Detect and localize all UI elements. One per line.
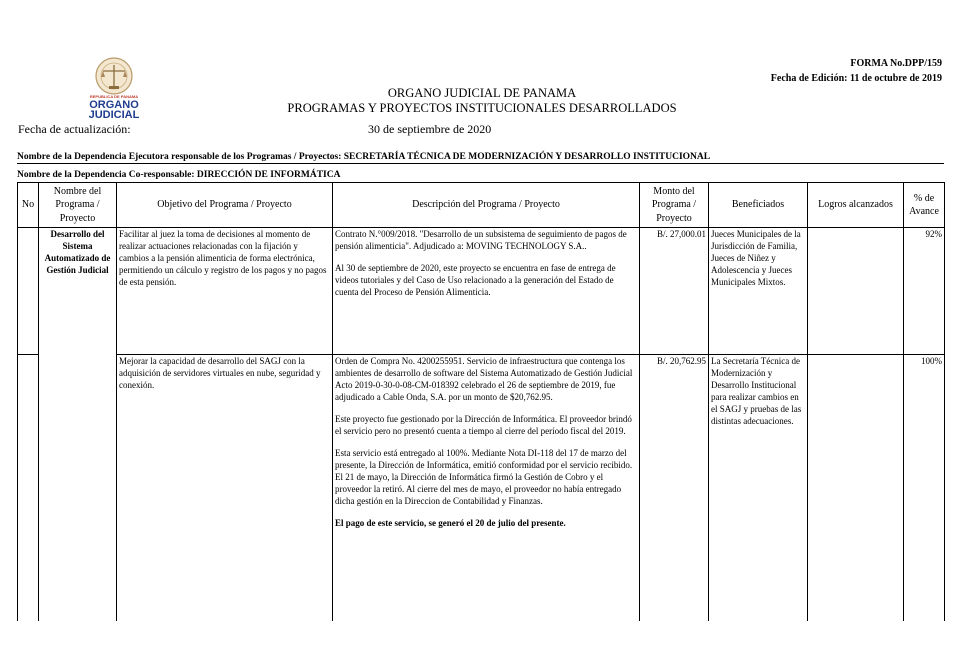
description-paragraph: Este proyecto fue gestionado por la Dirección de Informática. El proveedor brindó el servicio pero no presentó cuenta a tiempo al cierre del período fiscal del 2019. — [335, 413, 632, 436]
description-paragraph: Orden de Compra No. 4200255951. Servicio de infraestructura que contenga los ambientes de desarrollo de software del Sistema Automatizado de Gestión Judicial Acto 2019-0-30-0-08-CM-018392 celebrado el 26 de septiembre de 2019, fue adjudicado a Cable Onda, S.A. por un monto de $20,762.95. — [335, 356, 633, 402]
cell-amount: B/. 27,000.01 — [640, 228, 709, 355]
table-row — [18, 228, 945, 355]
page-subtitle: PROGRAMAS Y PROYECTOS INSTITUCIONALES DESARROLLADOS — [287, 101, 677, 115]
header-nombre: Nombre del Programa / Proyecto — [39, 183, 117, 228]
header-no: No — [18, 183, 39, 228]
update-date-label: Fecha de actualización: — [18, 122, 131, 136]
header-beneficiados: Beneficiados — [709, 183, 808, 228]
description-paragraph: Al 30 de septiembre de 2020, este proyecto se encuentra en fase de entrega de videos tutoriales y del Caso de Uso relacionado a la generación del Estado de cuenta del Proceso de Pensión Alimenticia. — [335, 262, 616, 297]
cell-no — [18, 228, 39, 355]
header-monto: Monto del Programa / Proyecto — [640, 183, 709, 228]
cell-description — [333, 228, 640, 355]
cell-beneficiaries: La Secretaría Técnica de Modernización y Desarrollo Institucional para realizar cambios en el SAGJ y pruebas de las distintas adecuaciones. — [709, 355, 808, 621]
edition-date: Fecha de Edición: 11 de octubre de 2019 — [770, 73, 942, 84]
form-number: FORMA No.DPP/159 — [850, 58, 942, 69]
cell-progress: 92% — [904, 228, 945, 355]
cell-achievements — [808, 228, 904, 355]
cell-program-name: Desarrollo del Sistema Automatizado de Gestión Judicial — [39, 228, 117, 355]
header-objetivo: Objetivo del Programa / Proyecto — [117, 183, 333, 228]
co-responsible-dependency: Nombre de la Dependencia Co-responsable: DIRECCIÓN DE INFORMÁTICA — [17, 170, 341, 180]
header-logros: Logros alcanzados — [808, 183, 904, 228]
cell-objective: Mejorar la capacidad de desarrollo del SAGJ con la adquisición de servidores virtuales en nube, seguridad y conexión. — [117, 355, 333, 621]
description-paragraph: Esta servicio está entregado al 100%. Mediante Nota DI-118 del 17 de marzo del presente, la Dirección de Informática, emitió conformidad por el servicio recibido. El 21 de mayo, la Dirección de Informática firmó la Gestión de Cobro y el proveedor la retiró. Al cierre del mes de mayo, el proveedor no había entregado dicha gestión en la Direccion de Contabilidad y Finanzas. — [335, 447, 633, 506]
cell-progress: 100% — [904, 355, 945, 621]
svg-text:JUDICIAL: JUDICIAL — [88, 109, 140, 120]
page-title: ORGANO JUDICIAL DE PANAMA — [387, 86, 577, 100]
cell-objective: Facilitar al juez la toma de decisiones al momento de realizar actuaciones relacionadas con la fijación y cambios a la pensión alimenticia de forma electrónica, permitiendo un cálculo y registro de los pagos y no pagos de esta pensión. — [117, 228, 333, 355]
programs-table — [17, 182, 945, 621]
cell-no — [18, 355, 39, 621]
update-date-value: 30 de septiembre de 2020 — [368, 122, 492, 136]
executing-dependency: Nombre de la Dependencia Ejecutora responsable de los Programas / Proyectos: SECRETARÍA TÉCNICA DE MODERNIZACIÓN Y DESARROLLO INSTITUCIONAL — [17, 152, 944, 164]
cell-program-name — [39, 355, 117, 621]
description-paragraph: Contrato N.°009/2018. "Desarrollo de un subsistema de seguimiento de pagos de pensión alimenticia". Adjudicado a: MOVING TECHNOLOGY S.A.. — [335, 229, 627, 251]
header-descripcion: Descripción del Programa / Proyecto — [333, 183, 640, 228]
cell-amount: B/. 20,762.95 — [640, 355, 709, 621]
cell-beneficiaries: Jueces Municipales de la Jurisdicción de Familia, Jueces de Niñez y Adolescencia y Jueces Municipales Mixtos. — [709, 228, 808, 355]
svg-text:ORGANO: ORGANO — [89, 99, 139, 111]
description-payment-note: El pago de este servicio, se generó el 20 de julio del presente. — [335, 517, 566, 528]
cell-achievements — [808, 355, 904, 621]
cell-description — [333, 355, 640, 621]
table-header-row — [18, 183, 945, 228]
table-row — [18, 355, 945, 621]
svg-text:REPUBLICA DE PANAMA: REPUBLICA DE PANAMA — [89, 94, 139, 99]
header-avance: % de Avance — [904, 183, 945, 228]
